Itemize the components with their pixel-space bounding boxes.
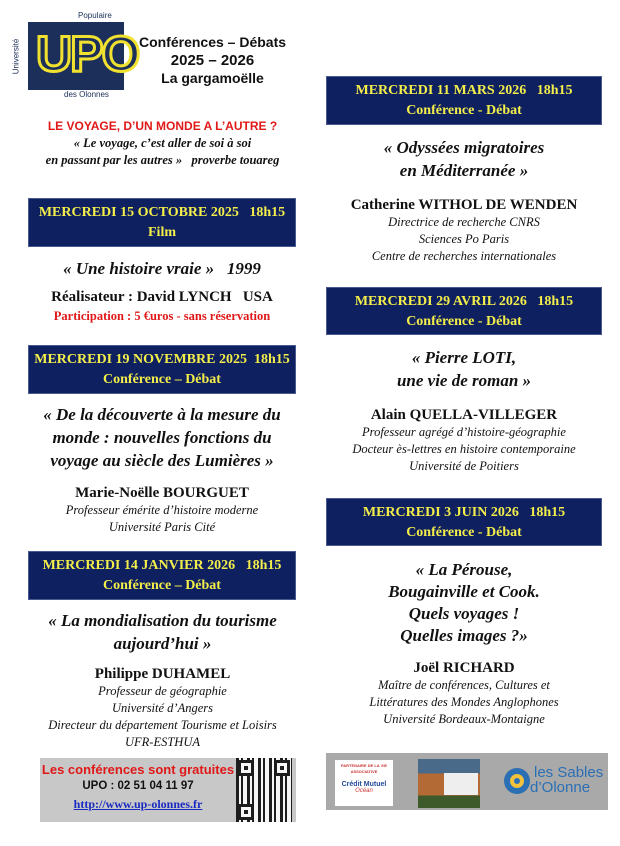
event-title-line: « La Pérouse,	[415, 560, 513, 579]
event-title-line: « Odyssées migratoires	[383, 138, 545, 157]
event-header	[28, 551, 296, 600]
building-photo	[418, 759, 480, 808]
cm-top: PARTENAIRE DE LA VIE ASSOCIATIVE	[340, 763, 388, 774]
event-type: Conférence - Débat	[406, 525, 522, 540]
header-block	[130, 34, 295, 87]
event-body	[320, 346, 608, 475]
event-type: Film	[148, 225, 176, 240]
sables-circle-icon	[504, 768, 530, 794]
event-speaker: Alain QUELLA-VILLEGER	[370, 407, 558, 423]
event-title-line: Quelles images ?»	[400, 626, 528, 645]
event-speaker-desc: Littératures des Mondes Anglophones	[369, 695, 559, 709]
event-title-line: voyage au siècle des Lumières »	[50, 451, 274, 470]
event-speaker-desc: Professeur émérite d’histoire moderne	[65, 503, 259, 517]
theme-title: LE VOYAGE, D’UN MONDE A L’AUTRE ?	[47, 119, 278, 133]
event-speaker-desc: Docteur ès-lettres en histoire contemporaine	[352, 442, 576, 456]
event-speaker-desc: Directeur du département Tourisme et Loisirs	[48, 718, 277, 732]
event-title-line: « De la découverte à la mesure du	[43, 405, 281, 424]
event-title-line: monde : nouvelles fonctions du	[52, 428, 272, 447]
phone: UPO : 02 51 04 11 97	[82, 780, 194, 792]
event-title-line: « La mondialisation du tourisme	[48, 611, 277, 630]
logo-side: Université	[11, 38, 21, 75]
event-date: MERCREDI 3 JUIN 2026 18h15	[362, 505, 566, 520]
event-speaker-desc: Centre de recherches internationales	[371, 249, 557, 263]
header-line2: 2025 – 2026	[170, 52, 255, 69]
event-type: Conférence - Débat	[406, 314, 522, 329]
website-link[interactable]: http://www.up-olonnes.fr	[73, 797, 203, 811]
sables-text1: les Sables	[534, 764, 604, 781]
event-title-line: « Pierre LOTI,	[411, 348, 517, 367]
event-date: MERCREDI 19 NOVEMBRE 2025 18h15	[34, 352, 290, 367]
event-header	[28, 198, 296, 247]
event-speaker-desc: Professeur agrégé d’histoire-géographie	[362, 425, 566, 439]
event-body	[15, 609, 310, 751]
cm-name: Crédit Mutuel	[341, 781, 387, 788]
header-line3: La gargamoëlle	[161, 70, 264, 86]
theme-block	[15, 118, 310, 169]
event-header	[326, 287, 602, 335]
event-type: Conférence – Débat	[103, 578, 221, 593]
event-speaker: Marie-Noëlle BOURGUET	[75, 485, 249, 501]
event-speaker-desc: Université Bordeaux-Montaigne	[383, 712, 545, 726]
free-notice: Les conférences sont gratuites	[41, 762, 235, 777]
event-speaker-desc: Université Paris Cité	[108, 520, 216, 534]
event-speaker: Joël RICHARD	[413, 660, 515, 676]
event-date: MERCREDI 15 OCTOBRE 2025 18h15	[38, 205, 286, 220]
event-speaker-desc: Sciences Po Paris	[418, 232, 510, 246]
event-speaker-desc: Université d’Angers	[111, 701, 214, 715]
event-title-line: aujourd’hui »	[113, 634, 212, 653]
event-title-line: Bougainville et Cook.	[388, 582, 540, 601]
event-body	[20, 403, 304, 536]
event-date: MERCREDI 11 MARS 2026 18h15	[355, 83, 573, 98]
header-line1: Conférences – Débats	[138, 34, 287, 50]
cm-sub: Océan	[355, 788, 373, 794]
event-type: Conférence – Débat	[103, 372, 221, 387]
info-box	[40, 758, 296, 822]
partners-box	[326, 753, 608, 810]
event-speaker: Réalisateur : David LYNCH USA	[51, 289, 273, 305]
event-speaker-desc: Maître de conférences, Cultures et	[378, 678, 550, 692]
theme-quote2: en passant par les autres »	[45, 153, 183, 167]
event-type: Conférence - Débat	[406, 103, 522, 118]
event-header	[28, 345, 296, 394]
event-body	[320, 559, 608, 728]
event-speaker-desc: Directrice de recherche CNRS	[388, 215, 540, 229]
event-header	[326, 76, 602, 125]
event-title-line: en Méditerranée »	[399, 161, 529, 180]
theme-quote1: « Le voyage, c’est aller de soi à soi	[73, 136, 252, 150]
event-title: « Une histoire vraie » 1999	[63, 259, 261, 278]
event-body	[28, 257, 296, 326]
event-date: MERCREDI 14 JANVIER 2026 18h15	[42, 558, 282, 573]
event-body	[320, 136, 608, 265]
event-title-line: une vie de roman »	[396, 371, 532, 390]
event-date: MERCREDI 29 AVRIL 2026 18h15	[354, 294, 574, 309]
logo-bottom: des Olonnes	[64, 90, 109, 99]
qr-code-icon	[236, 758, 292, 822]
quote-source: proverbe touareg	[191, 153, 280, 167]
upo-logo	[11, 11, 139, 99]
event-speaker-desc: UFR-ESTHUA	[125, 735, 200, 749]
event-speaker: Philippe DUHAMEL	[94, 666, 231, 682]
event-note: Participation : 5 €uros - sans réservation	[53, 309, 271, 323]
event-speaker-desc: Professeur de géographie	[98, 684, 227, 698]
event-title-line: Quels voyages !	[408, 604, 520, 623]
credit-mutuel-logo	[335, 760, 393, 806]
event-speaker: Catherine WITHOL DE WENDEN	[350, 197, 578, 213]
logo-top: Populaire	[78, 11, 112, 20]
les-sables-logo	[504, 763, 604, 803]
event-header	[326, 498, 602, 546]
logo-text: UPO	[36, 26, 139, 82]
sables-text2: d’Olonne	[530, 779, 591, 796]
event-speaker-desc: Université de Poitiers	[409, 459, 519, 473]
